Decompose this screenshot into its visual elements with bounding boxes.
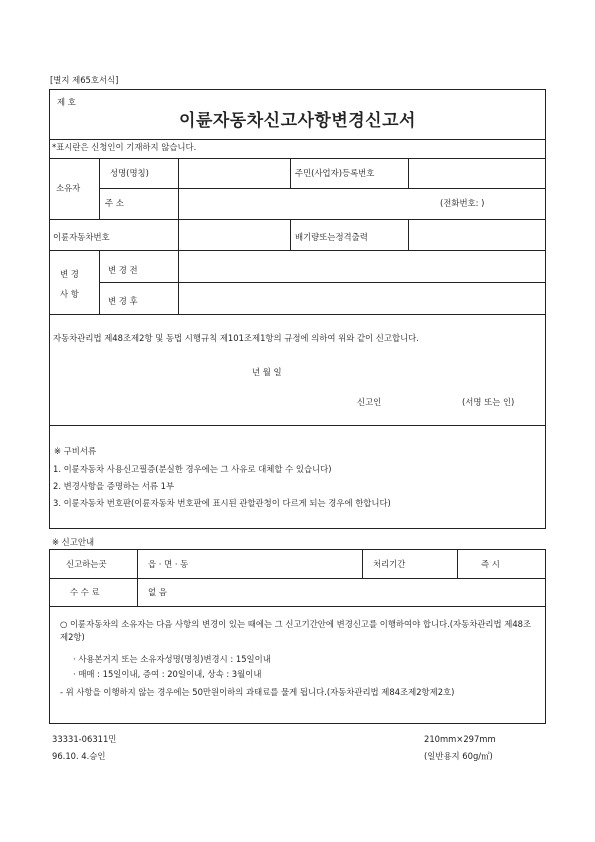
document-item: 1. 이륜자동차 사용신고필증(분실한 경우에는 그 사유로 대체할 수 있습니다) [53,464,332,474]
applicant-label: 신고인 [357,397,382,407]
guide-heading: ※ 신고안내 [52,537,95,547]
displacement-field[interactable] [409,220,545,249]
change-after-label: 변 경 후 [108,296,138,306]
office-value: 읍 · 면 · 동 [148,559,189,569]
document-item: 3. 이륜자동차 번호판(이륜자동차 번호판에 표시된 관할관청이 다르게 되는 경우에 한합니다) [53,498,391,508]
change-before-label: 변 경 전 [108,265,138,275]
period-label: 처리기간 [373,559,406,569]
declaration-text: 자동차관리법 제48조제2항 및 동법 시행규칙 제101조제1항의 규정에 의하여 위와 같이 신고합니다. [53,333,419,343]
office-label: 신고하는곳 [66,559,107,569]
owner-address-label: 주 소 [105,198,124,208]
form-reference: [별지 제65호서식] [50,75,119,85]
change-section-label-1: 변 경 [60,269,79,279]
guide-note: · 매매 : 15일이내, 증여 : 20일이내, 상속 : 3월이내 [73,669,262,679]
footer-size: 210mm×297mm [424,734,496,744]
change-before-field[interactable] [179,251,545,281]
document-item: 2. 변경사항을 증명하는 서류 1부 [53,481,175,491]
footer-code: 33331-06311민 [52,734,117,744]
change-after-field[interactable] [179,283,545,313]
owner-phone-label: (전화번호: ) [440,198,485,208]
documents-heading: ※ 구비서류 [54,446,97,456]
fee-label: 수 수 료 [70,587,100,597]
owner-id-label: 주민(사업자)등록번호 [295,168,375,178]
form-notice: *표시란은 신청인이 기재하지 않습니다. [52,142,197,152]
owner-address-field[interactable] [179,189,439,218]
vehicle-number-field[interactable] [179,220,290,249]
change-section-label-2: 사 항 [60,289,79,299]
footer-approved: 96.10. 4.승인 [52,751,106,761]
owner-name-field[interactable] [179,159,290,188]
form-number-label: 제 호 [57,97,76,107]
fee-value: 없 음 [148,587,167,597]
signature-label[interactable]: (서명 또는 인) [462,397,515,407]
guide-note: · 사용본거지 또는 소유자성명(명칭)변경시 : 15일이내 [73,654,271,664]
displacement-label: 배기량또는정격출력 [295,232,368,242]
owner-section-label: 소유자 [56,183,81,193]
owner-id-field[interactable] [409,159,545,188]
form-title: 이륜자동차신고사항변경신고서 [179,111,416,131]
footer-paper: (일반용지 60g/㎡) [424,751,493,761]
guide-note: ○ 이륜자동차의 소유자는 다음 사항의 변경이 있는 때에는 그 신고기간안에 변경신고를 이행하여야 합니다.(자동차관리법 제48조제2항) [60,619,532,643]
period-value: 즉 시 [481,559,500,569]
owner-name-label: 성명(명칭) [110,168,149,178]
guide-note: - 위 사항을 이행하지 않는 경우에는 50만원이하의 과태료를 물게 됩니다.(자동차관리법 제84조제2항제2호) [60,687,455,697]
declaration-date[interactable]: 년 월 일 [252,367,282,377]
vehicle-number-label: 이륜자동차번호 [53,232,110,242]
